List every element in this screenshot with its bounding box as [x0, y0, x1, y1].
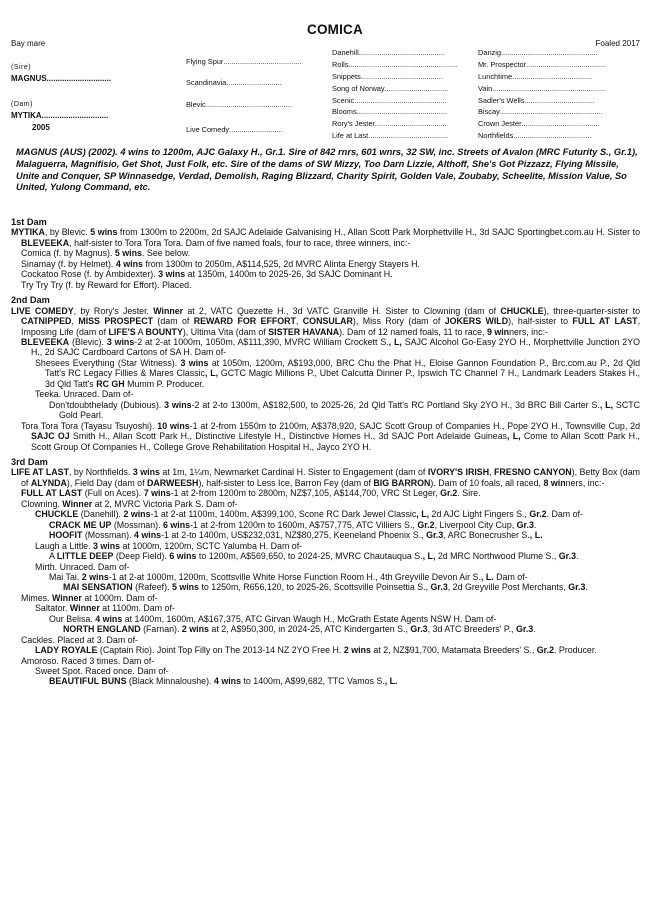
third-dam-paragraph: LIFE AT LAST, by Northfields. 3 wins at 1m, 1¼m, Newmarket Cardinal H. Sister to Engagement (dam of IVORY'S IRISH, FRESNO CANYON), Betty Box (dam of ALYNDA), Field Day (dam of DARWEESH), half-sister to Less Ice, Barron Fey (dam of BIG BARRON). Dam of 10 foals, all raced, 8 winners, inc:- [11, 467, 640, 488]
gen2-dam-dam: Live Comedy.......................... [186, 125, 283, 134]
progeny-entry: Tora Tora Tora (Tayasu Tsuyoshi). 10 wins-1 at 2-from 1550m to 2100m, A$378,920, SAJC Scott Group of Companies H., Pope 2YO H., Townsville Cup, 2d SAJC OJ Smith H., Allan Scott Park H., Distinctive Lifestyle H., Distinctive Homes H., 3d SAJC Port Adelaide Guineas, L, Come to Allan Scott Park H., Scott Group Of Companies H., College Grove Rehabilitation Hospital H., Jayco 2YO H. [21, 420, 640, 452]
gen2-sire-sire: Flying Spur...................................... [186, 57, 302, 66]
progeny-entry: LADY ROYALE (Captain Rio). Joint Top Filly on The 2013-14 NZ 2YO Free H. 2 wins at 2, NZ$91,700, Matamata Breeders' S., Gr.2. Producer. [35, 645, 597, 656]
foaled-year: Foaled 2017 [595, 39, 640, 48]
horse-name-title: COMICA [307, 22, 363, 37]
progeny-entry: Saltator. Winner at 1100m. Dam of- [35, 603, 175, 614]
colour-sex: Bay mare [11, 39, 46, 48]
progeny-entry: Try Try Try (f. by Reward for Effort). Placed. [21, 279, 192, 290]
gen3-3: Snippets........................................ [332, 72, 443, 81]
progeny-entry: CRACK ME UP (Mossman). 6 wins-1 at 2-from 1200m to 1600m, A$757,775, ATC Villiers S., Gr.2, Liverpool City Cup, Gr.3. [49, 519, 537, 530]
sire-description: MAGNUS (AUS) (2002). 4 wins to 1200m, AJC Galaxy H., Gr.1. Sire of 842 rnrs, 601 wnrs, 32 SW, inc. Streets of Avalon (MRC Futurity S., Gr.1), Malaguerra, Magnifisio, Get Shot, Just Folk, etc. Sire of the dams of SW Mizzy, Too Darn Lizzie, Althoff, She's Got Pizzazz, Flying Missile, Unite and Conquer, SP Winnasedge, Verdad, Demolish, Raging Blizzard, Charity Spirit, Golden Vale, Zoubaby, Scheelite, Mission Value, So United, Yulong Command, etc. [16, 147, 638, 193]
progeny-entry: Shesees Everything (Star Witness). 3 wins at 1050m, 1200m, A$193,000, BRC Chu the Phat H., Eloise Gannon Foundation P., Brc.com.au P., 2d Qld Tatt's RC Legacy Fillies & Mares Classic, L, GCTC Magic Millions P., Ubet Calcutta Dinner P., Ipswich TC Channel 7 H., Landmark Leaders Stakes H., 3d Qld Tatt's RC GH Mumm P. Producer. [35, 357, 640, 389]
gen3-5: Scenic............................................. [332, 96, 447, 105]
first-dam-paragraph: MYTIKA, by Blevic. 5 wins from 1300m to 2200m, 2d SAJC Adelaide Galvanising H., Allan Scott Park Morphettville H., 3d SAJC Sportingbet.com.au H. Sister to BLEVEEKA, half-sister to Tora Tora Tora. Dam of five named foals, four to race, three winners, inc:- [11, 227, 640, 248]
progeny-entry: HOOFIT (Mossman). 4 wins-1 at 2-to 1400m, US$232,031, NZ$80,275, Keeneland Phoenix S., Gr.3, ARC Bonecrusher S., L. [49, 530, 543, 541]
progeny-entry: Mirth. Unraced. Dam of- [35, 561, 130, 572]
gen3-6: Blooms............................................ [332, 107, 448, 116]
section-third-dam: 3rd Dam [11, 456, 48, 467]
progeny-entry: Laugh a Little. 3 wins at 1000m, 1200m, SCTC Yalumba H. Dam of- [35, 540, 303, 551]
section-first-dam: 1st Dam [11, 217, 47, 227]
sire-name: MAGNUS............................. [11, 74, 112, 83]
progeny-entry: Cackles. Placed at 3. Dam of- [21, 634, 138, 645]
progeny-entry: Mai Tai. 2 wins-1 at 2-at 1000m, 1200m, Scottsville White Horse Function Room H., 4th Greyville Devon Air S., L. Dam of- [49, 571, 528, 582]
gen4-1: Danzig............................................... [478, 48, 598, 57]
dam-year: 2005 [32, 123, 50, 132]
sire-label: (Sire) [11, 64, 32, 71]
gen3-8: Life at Last....................................... [332, 131, 449, 140]
progeny-entry: Sweet Spot. Raced once. Dam of- [35, 666, 169, 677]
gen4-3: Lunchtime....................................... [478, 72, 593, 81]
gen3-2: Rolls..................................................... [332, 60, 458, 69]
gen4-7: Crown Jester...................................... [478, 119, 600, 128]
pedigree-body [11, 216, 640, 687]
gen3-4: Song of Norway............................... [332, 84, 449, 93]
dam-name: MYTIKA.............................. [11, 111, 109, 120]
dam-label: (Dam) [11, 101, 33, 108]
progeny-entry: NORTH ENGLAND (Farnan). 2 wins at 2, A$950,300, in 2024-25, ATC Kindergarten S., Gr.3, 3d ATC Breeders' P., Gr.3. [63, 624, 536, 635]
gen4-4: Vain....................................................... [478, 84, 606, 93]
progeny-entry: Amoroso. Raced 3 times. Dam of- [21, 655, 155, 666]
gen4-8: Northfields...................................... [478, 131, 592, 140]
second-dam-paragraph: LIVE COMEDY, by Rory's Jester. Winner at 2, VATC Quezette H., 3d VATC Granville H. Sister to Clowning (dam of CHUCKLE), three-quarter-sister to CATNIPPED, MISS PROSPECT (dam of REWARD FOR EFFORT, CONSULAR), Miss Rory (dam of JOKERS WILD), half-sister to FULL AT LAST, Imposing Life (dam of LIFE'S A BOUNTY), Ultima Vita (dam of SISTER HAVANA). Dam of 12 named foals, 11 to race, 9 winners, inc:- [11, 305, 641, 337]
gen3-7: Rory's Jester................................... [332, 119, 447, 128]
gen4-6: Biscay.................................................. [478, 107, 603, 116]
progeny-entry: CHUCKLE (Danehill). 2 wins-1 at 2-at 1100m, 1400m, A$399,100, Scone RC Dark Jewel Classic, L, 2d AJC Light Fingers S., Gr.2. Dam of- [35, 509, 583, 520]
gen2-dam-sire: Blevic.......................................... [186, 100, 292, 109]
progeny-entry: Clowning. Winner at 2, MVRC Victoria Park S. Dam of- [21, 498, 238, 509]
progeny-entry: Don'tdoubthelady (Dubious). 3 wins-2 at 2-to 1300m, A$182,500, to 2025-26, 2d Qld Tatt's RC Portland Sky 2YO H., 3d BRC Bill Carter S., L, SCTC Gold Pearl. [49, 399, 641, 421]
progeny-entry: A LITTLE DEEP (Deep Field). 6 wins to 1200m, A$569,650, to 2024-25, MVRC Chautauqua S., L, 2d MRC Northwood Plume S., Gr.3. [49, 551, 579, 562]
progeny-entry: Comica (f. by Magnus). 5 wins. See below. [21, 248, 191, 259]
gen3-1: Danehill.......................................... [332, 48, 445, 57]
progeny-entry: FULL AT LAST (Full on Aces). 7 wins-1 at 2-from 1200m to 2800m, NZ$7,105, A$144,700, VRC St Leger, Gr.2. Sire. [21, 488, 481, 499]
progeny-entry: Cockatoo Rose (f. by Ambidexter). 3 wins at 1350m, 1400m to 2025-26, 3d SAJC Dominant H. [21, 269, 393, 280]
gen4-5: Sadler's Wells.................................. [478, 96, 595, 105]
progeny-entry: Mimes. Winner at 1000m. Dam of- [21, 592, 158, 603]
progeny-entry: Sinamay (f. by Helmet). 4 wins from 1300m to 2050m, A$114,525, 2d MVRC Alinta Energy Stayers H. [21, 258, 420, 269]
gen2-sire-dam: Scandinavia........................... [186, 78, 282, 87]
progeny-entry: Teeka. Unraced. Dam of- [35, 389, 134, 400]
section-second-dam: 2nd Dam [11, 295, 50, 306]
gen4-2: Mr. Prospector....................................... [478, 60, 607, 69]
progeny-entry: MAI SENSATION (Rafeef). 5 wins to 1250m, R656,120, to 2025-26, Scottsville Poinsettia S., Gr.3, 2d Greyville Post Merchants, Gr.3. [63, 582, 588, 593]
progeny-entry: Our Belisa. 4 wins at 1400m, 1600m, A$167,375, ATC Girvan Waugh H., McGrath Estate Agents NSW H. Dam of- [49, 613, 497, 624]
progeny-entry: BLEVEEKA (Blevic). 3 wins-2 at 2-at 1000m, 1050m, A$111,390, MVRC William Crockett S., L, SAJC Alcohol Go-Easy 2YO H., Morphettville Junction 2YO H., 2d SAJC Cardboard Cartons of SA H. Dam of- [21, 336, 640, 358]
progeny-entry: BEAUTIFUL BUNS (Black Minnaloushe). 4 wins to 1400m, A$99,682, TTC Vamos S., L. [49, 676, 398, 687]
